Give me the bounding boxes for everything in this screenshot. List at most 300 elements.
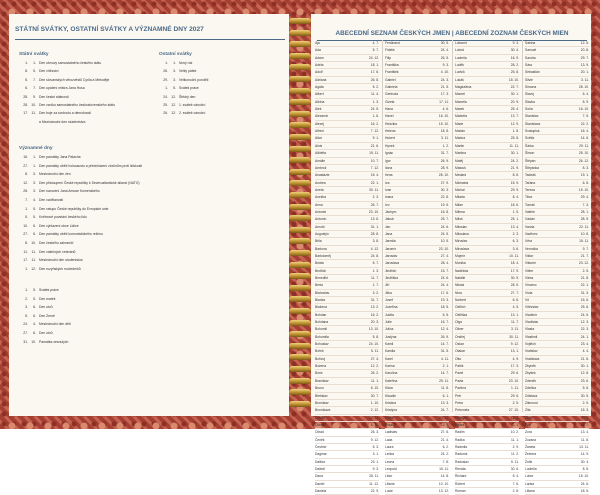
name-text: Pavel [455,371,464,376]
name-row [455,459,519,466]
name-text: Slávka [525,99,535,104]
date-row [19,79,109,82]
name-date: 28. 8. [370,231,379,236]
name-text: Marcel [455,92,465,97]
name-date: 10. 10. [438,481,449,486]
name-row [315,459,379,466]
name-date: 26. 9. [440,334,449,339]
name-text: Oliver [455,327,464,332]
date-row [19,289,59,292]
name-text: Hana [385,107,393,112]
column-divider [452,40,453,412]
name-text: Dana [315,474,323,479]
name-text: Radoslav [455,459,469,464]
name-date: 30. 11. [509,334,519,339]
name-text: Olga [455,320,462,325]
name-row [525,106,589,113]
name-row [525,334,589,341]
row-label: Svátek práce [39,288,59,292]
name-text: Jindřiška [385,276,399,280]
name-text: Amálie [315,158,326,163]
name-text: Jaroslava [385,261,400,266]
row-label: Velký pátek [179,69,197,74]
name-row [525,488,589,495]
name-text: Alexej [315,121,324,126]
row-label: Mezinárodní den studentstva [39,258,83,263]
name-text: Františka [385,63,399,68]
name-row [455,165,519,172]
name-text: Tibor [525,195,533,200]
name-date: 24. 2. [510,158,519,163]
name-date: 2. 5. [582,268,589,273]
name-date: 7. 6. [512,481,519,486]
name-date: 5. 11. [370,349,379,354]
name-date: 5. 7. [372,48,379,53]
name-date: 2. 8. [512,488,519,493]
name-date: 28. 11. [369,474,379,479]
name-text: Kvido [385,422,394,427]
name-text: Tomáš [525,202,535,207]
name-text: Daniel [315,481,325,486]
name-row [455,216,519,223]
name-date: 16. 2. [370,312,379,317]
name-row [525,113,589,120]
date-row [19,165,142,168]
name-text: Ignác [385,151,394,156]
name-text: Hedvika [385,121,397,126]
name-text: Kamil [385,342,394,347]
name-date: 11. 1. [510,437,519,442]
name-text: Žofie [525,459,533,464]
name-row [455,422,519,429]
name-date: 13. 4. [510,224,519,229]
name-date: 19. 5. [440,202,449,207]
name-text: Oskar [455,342,464,347]
row-label: 2. svátek vánoční [179,111,206,116]
name-date: 16. 9. [510,55,519,60]
name-date: 12. 9. [440,422,449,427]
name-row [525,407,589,414]
name-text: Ladislav [385,430,398,435]
name-date: 5. 4. [512,474,519,479]
name-row [385,231,449,238]
name-row [385,363,449,370]
name-row [315,209,379,216]
name-date: 24. 6. [580,481,589,486]
name-row [385,194,449,201]
name-text: Boris [315,371,323,376]
name-text: Jindřich [385,268,397,273]
name-text: Jana [385,231,393,236]
name-date: 31. 5. [440,349,449,354]
name-row [525,62,589,69]
name-text: Patrik [455,364,464,369]
name-date: 30. 11. [369,187,379,192]
name-row [315,356,379,363]
row-month: 1. [33,163,36,168]
row-day: 27. [23,163,28,168]
name-row [385,451,449,458]
binding-ring [289,320,311,326]
name-row [385,143,449,150]
name-text: Bartoloměj [315,253,331,258]
name-date: 13. 1. [510,349,519,354]
name-date: 27. 9. [440,180,449,185]
name-date: 24. 5. [440,231,449,236]
binding-ring [289,88,311,94]
right-page-title: ABECEDNÍ SEZNAM ČESKÝCH JMEN | ABECEDNÍ ZOZNAM ČESKÝCH MIEN [335,30,569,37]
name-text: Gabriela [385,85,398,90]
name-row [385,268,449,275]
name-date: 6. 10. [370,386,379,391]
row-label: Štědrý den [179,94,196,99]
binding-ring [289,99,311,105]
binding-ring [289,366,311,372]
name-text: Taťána [525,180,536,185]
row-label: Den narození Jana Amose Komenského [39,189,100,194]
name-row [385,275,449,282]
name-row [385,158,449,165]
name-row [525,304,589,311]
name-date: 23. 12. [438,415,449,420]
name-row [525,378,589,385]
name-text: Otakar [455,349,465,354]
name-row [455,62,519,69]
name-text: Agáta [315,85,324,90]
name-text: Radim [455,430,465,435]
name-date: 24. 6. [440,276,449,280]
row-day: 2. [25,296,28,301]
name-text: Michaela [455,180,469,185]
name-date: 3. 11. [580,77,589,82]
name-text: Marcela [455,99,467,104]
name-date: 13. 10. [368,327,379,332]
name-row [385,106,449,113]
name-row [525,312,589,319]
column-divider [522,40,523,412]
name-text: Zlata [525,415,533,420]
binding-ring [289,169,311,175]
name-date: 24. 3. [440,77,449,82]
name-date: 24. 6. [440,224,449,229]
name-text: Jáchym [385,209,397,214]
name-text: Veronika [525,246,538,251]
date-row [19,199,63,202]
name-text: Jaromír [385,246,397,251]
date-row [19,190,100,193]
name-row [315,99,379,106]
name-column [385,40,449,495]
name-text: Ambrož [315,165,327,170]
name-text: Havel [385,114,394,119]
row-day: 16. [23,155,28,159]
name-row [455,224,519,231]
name-text: Zuzana [525,437,536,442]
name-text: Aleš [315,107,322,112]
name-row [455,304,519,311]
name-date: 27. 7. [510,290,519,295]
binding-ring [289,122,311,128]
name-text: Vladimír [525,312,538,317]
name-text: Norbert [455,298,466,303]
name-row [525,84,589,91]
left-page [9,14,289,416]
name-row [315,363,379,370]
name-date: 21. 5. [440,85,449,90]
name-date: 15. 11. [439,466,449,471]
name-row [315,422,379,429]
name-date: 16. 10. [438,114,449,119]
name-date: 28. 9. [580,217,589,222]
name-text: Alice [315,136,323,141]
row-day: 7. [25,198,28,202]
name-date: 28. 5. [510,283,519,288]
name-date: 2. 5. [512,400,519,405]
name-row [455,393,519,400]
date-row [19,225,79,228]
name-row [315,165,379,172]
name-date: 10. 5. [440,239,449,244]
name-date: 22. 11. [579,224,589,229]
name-row [385,341,449,348]
date-row [19,104,115,107]
name-date: 3. 11. [440,136,449,141]
date-row [19,332,53,335]
binding-ring [289,53,311,59]
row-month: 6. [33,232,36,237]
name-date: 19. 7. [580,422,589,427]
name-row [455,128,519,135]
name-row [385,488,449,495]
row-month: 6. [33,305,36,310]
name-text: Pavlína [455,386,466,391]
name-row [525,135,589,142]
name-text: Bořek [315,349,324,354]
name-date: 16. 7. [440,320,449,325]
name-row [455,407,519,414]
row-month: 6. [33,223,36,228]
name-date: 22. 7. [510,85,519,90]
name-row [385,180,449,187]
row-day: 29. [163,77,168,82]
name-date: 21. 4. [440,437,449,442]
name-row [455,194,519,201]
name-row [385,99,449,106]
name-column [525,40,589,495]
name-text: Zbyněk [525,364,536,369]
name-row [455,209,519,216]
name-row [315,231,379,238]
name-text: Jaroslav [385,253,398,258]
row-day: 5. [25,77,28,82]
name-row [315,451,379,458]
name-date: 1. 2. [442,143,449,148]
name-text: Matouš [455,165,466,170]
binding-ring [289,146,311,152]
name-date: 18. 6. [510,202,519,207]
name-text: Stanislava [525,121,541,126]
important-days-heading: Významné dny [19,146,53,151]
name-date: 31. 3. [580,290,589,295]
row-month: 11. [31,111,36,116]
name-row [525,165,589,172]
name-date: 26. 9. [440,158,449,163]
name-text: Berta [315,283,323,288]
date-row [19,112,91,115]
name-row [315,224,379,231]
row-month: 7. [33,77,36,82]
name-text: Světla [525,136,535,141]
name-row [315,238,379,245]
date-row [19,156,80,159]
name-text: Zoe [525,422,531,427]
name-text: Tadeáš [525,173,536,178]
name-row [455,363,519,370]
name-text: Lubor [525,474,534,479]
row-day: 3. [25,305,28,310]
date-row [19,268,81,271]
name-row [315,216,379,223]
name-date: 12. 5. [580,41,589,45]
name-row [385,187,449,194]
name-date: 30. 5. [580,393,589,398]
name-text: Nina [455,290,462,295]
name-row [525,400,589,407]
name-date: 11. 7. [510,320,519,325]
name-date: 15. 4. [370,173,379,178]
name-row [315,47,379,54]
name-text: Miroslava [455,246,470,251]
row-label: Den vzdělanosti [39,198,64,202]
name-date: 6. 4. [582,92,589,97]
name-row [525,363,589,370]
name-text: Vilma [525,276,534,280]
name-row [525,370,589,377]
row-day: 11. [23,249,28,254]
name-text: Anežka [315,195,326,200]
name-row [315,415,379,422]
name-date: 10. 8. [580,231,589,236]
name-row [385,378,449,385]
name-row [525,415,589,422]
name-date: 1. 10. [370,400,379,405]
row-day: 5. [25,313,28,318]
name-row [385,150,449,157]
name-date: 5. 8. [372,334,379,339]
name-date: 16. 10. [578,107,589,112]
name-date: 11. 1. [370,378,379,383]
name-text: Blanka [315,298,326,303]
name-text: Robert [455,481,465,486]
column-divider [382,40,383,412]
name-text: Zdislava [525,393,538,398]
date-row [19,251,75,254]
name-text: Karel [385,356,393,361]
name-date: 9. 3. [512,41,519,45]
name-date: 4. 4. [582,349,589,354]
row-month: 1. [33,155,36,159]
binding-ring [289,273,311,279]
name-text: Miloslava [455,231,469,236]
name-date: 4. 10. [440,70,449,75]
name-text: Richard [455,474,467,479]
name-row [385,312,449,319]
name-date: 31. 7. [440,151,449,156]
name-text: Vratislav [525,349,538,354]
name-date: 3. 6. [512,246,519,251]
row-label: Památka zesnulých [39,339,69,344]
name-row [315,135,379,142]
name-row [385,47,449,54]
name-row [525,341,589,348]
name-date: 2. 3. [372,195,379,200]
name-row [385,393,449,400]
name-text: Vítězslav [525,305,539,310]
row-day: 17. [23,111,28,116]
name-date: 13. 3. [440,400,449,405]
name-date: 2. 3. [512,231,519,236]
name-date: 18. 1. [370,63,379,68]
name-text: Judita [385,312,394,317]
name-text: Sandra [525,55,536,60]
name-row [525,47,589,54]
name-text: Martin [455,143,465,148]
binding-ring [289,308,311,314]
name-text: Kamila [385,349,396,354]
name-text: Magdaléna [455,85,472,90]
name-text: Bruno [315,386,324,391]
date-row [19,182,140,185]
row-label: Nový rok [179,61,193,65]
name-date: 26. 5. [440,55,449,60]
name-row [385,77,449,84]
name-text: Jitka [385,290,392,295]
name-text: Silvie [525,77,533,82]
name-date: 8. 9. [582,99,589,104]
name-date: 1. 3. [372,99,379,104]
name-text: Ivan [385,187,392,192]
name-text: Jozefína [385,305,398,310]
name-date: 13. 1. [510,312,519,317]
name-row [455,47,519,54]
name-row [385,91,449,98]
binding-ring [289,238,311,244]
name-date: 24. 5. [580,312,589,317]
name-date: 7. 12. [370,129,379,134]
row-month: 3. [173,77,176,82]
row-day: 28. [23,189,28,194]
row-day: 1. [25,61,28,65]
name-row [455,69,519,76]
name-text: Květa [385,415,394,420]
name-row [385,282,449,289]
name-text: Ada [315,48,321,53]
name-text: Matěj [455,158,464,163]
name-row [525,150,589,157]
name-date: 12. 4. [440,327,449,332]
name-text: Ivana [385,195,394,200]
name-row [525,437,589,444]
name-date: 13. 9. [580,63,589,68]
date-row [19,216,87,219]
name-text: Monika [455,261,466,266]
name-text: Renáta [455,466,466,471]
name-row [455,268,519,275]
name-row [385,297,449,304]
name-text: Zita [525,408,531,413]
name-row [315,326,379,333]
name-text: Samuel [525,48,537,53]
